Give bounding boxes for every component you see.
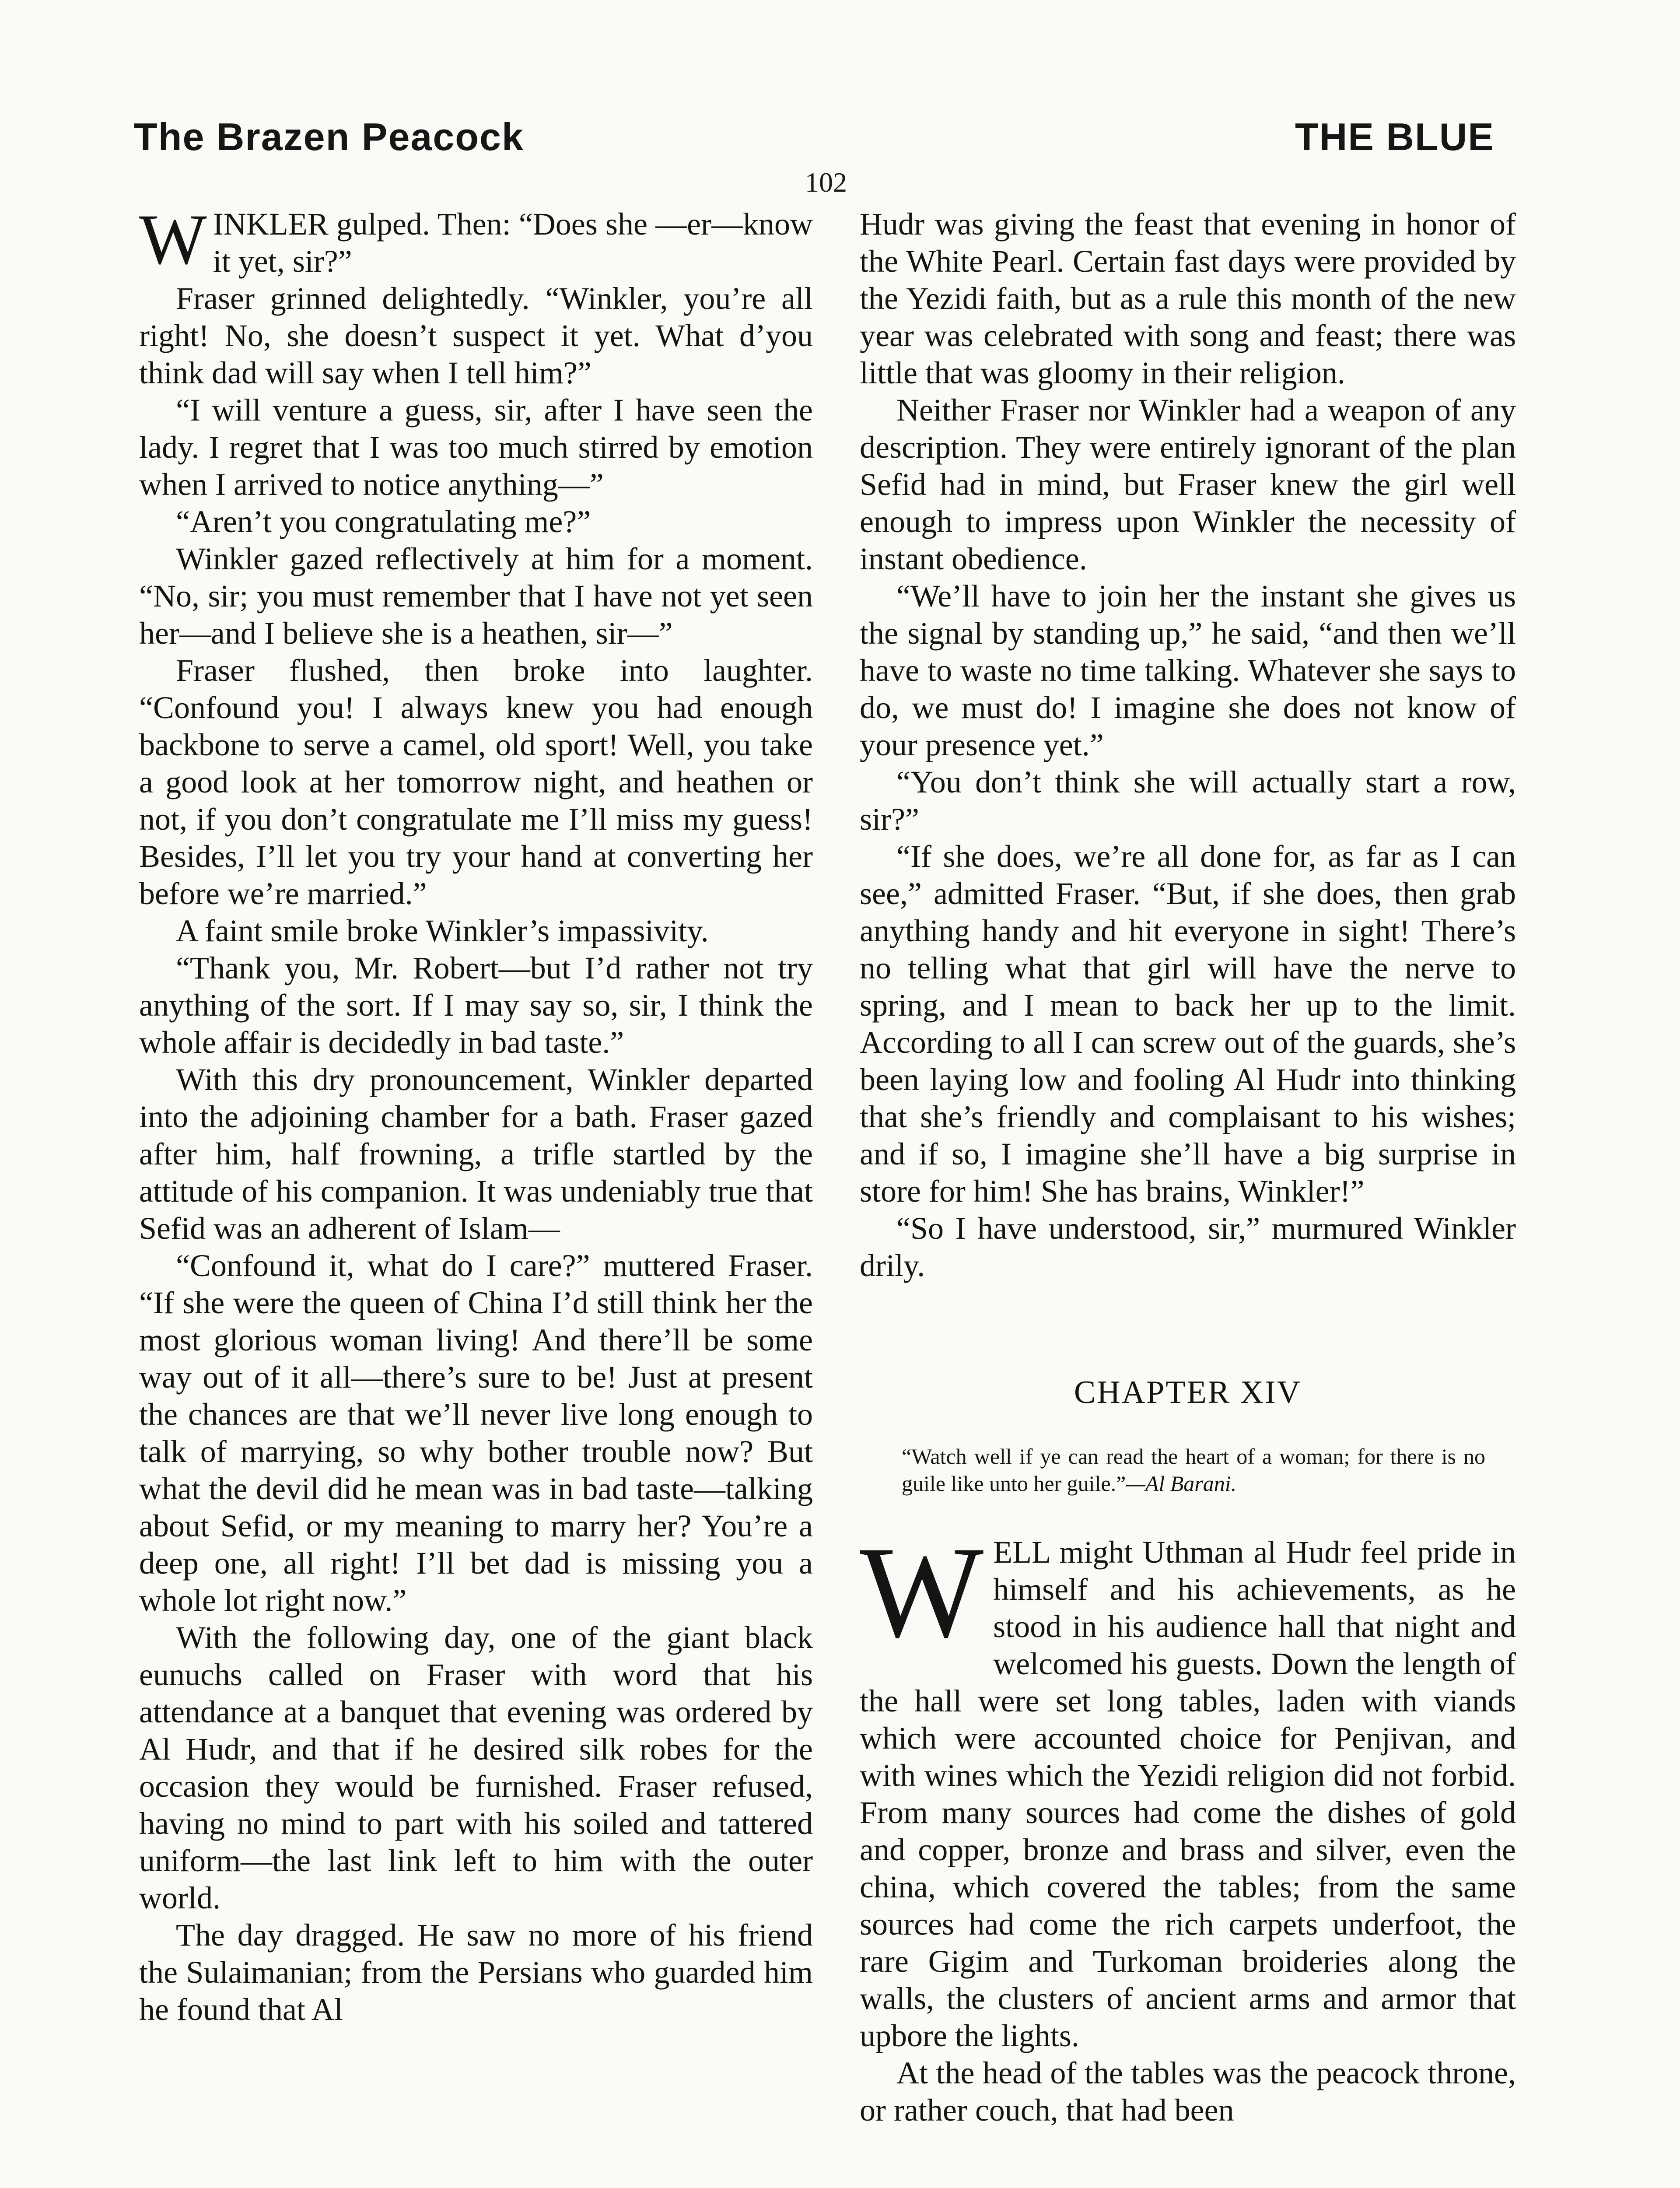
paragraph: “You don’t think she will actually start a row, sir?”: [860, 764, 1516, 837]
paragraph: “If she does, we’re all done for, as far as I can see,” admitted Fraser. “But, if she does, then grab anything handy and hit everyone in sight! There’s no telling what that girl will have the nerve to spring, and I mean to back her up to the limit. According to all I can screw out of the guards, she’s been laying low and fooling Al Hudr into thinking that she’s friendly and complaisant to his wishes; and if so, I imagine she’ll have a big surprise in store for him! She has brains, Winkler!”: [860, 839, 1516, 1209]
paragraph: Fraser grinned delightedly. “Winkler, you’re all right! No, she doesn’t suspect it yet. What d’you think dad will say when I tell him?”: [139, 281, 813, 390]
paragraph-text: INKLER gulped. Then: “Does she —er—know it yet, sir?”: [213, 207, 813, 279]
paragraph: Neither Fraser nor Winkler had a weapon of any description. They were entirely ignorant of the plan Sefid had in mind, but Fraser knew the girl well enough to impress upon Winkler the necessity of instant obedience.: [860, 393, 1516, 576]
page-number: 102: [805, 167, 847, 198]
paragraph: “So I have understood, sir,” murmured Winkler drily.: [860, 1211, 1516, 1283]
paragraph-text: ELL might Uthman al Hudr feel pride in himself and his achievements, as he stood in his audience hall that night and welcomed his guests. Down the length of the hall were set long tables, laden with viands which were accounted choice for Penjivan, and with wines which the Yezidi religion did not forbid. From many sources had come the dishes of gold and copper, bronze and brass and silver, even the china, which covered the tables; from the same sources had come the rich carpets underfoot, the rare Gigim and Turkoman broideries along the walls, the clusters of ancient arms and armor that upbore the lights.: [860, 1535, 1516, 2053]
paragraph: Fraser flushed, then broke into laughter. “Confound you! I always knew you had enough backbone to serve a camel, old sport! Well, you take a good look at her tomorrow night, and heathen or not, if you don’t congratulate me I’ll miss my guess! Besides, I’ll let you try your hand at converting her before we’re married.”: [139, 653, 813, 911]
drop-cap: W: [860, 1519, 984, 1665]
epigraph-author: —Al Barani.: [1126, 1471, 1237, 1496]
paragraph: With the following day, one of the giant black eunuchs called on Fraser with word that his attendance at a banquet that evening was ordered by Al Hudr, and that if he desired silk robes for the occasion they would be furnished. Fraser refused, having no mind to part with his soiled and tattered uniform—the last link left to him with the outer world.: [139, 1620, 813, 1915]
paragraph: Hudr was giving the feast that evening in honor of the White Pearl. Certain fast days were provided by the Yezidi faith, but as a rule this month of the new year was celebrated with song and feast; there was little that was gloomy in their religion.: [860, 207, 1516, 390]
left-column: [139, 200, 813, 2028]
epigraph-text: “Watch well if ye can read the heart of a woman; for there is no guile like unto her guile.”: [902, 1444, 1485, 1496]
paragraph: [139, 200, 813, 280]
right-column: [860, 206, 1516, 2129]
chapter-heading: CHAPTER XIV: [1074, 1375, 1302, 1410]
epigraph: [902, 1443, 1485, 1497]
paragraph: At the head of the tables was the peacock throne, or rather couch, that had been: [860, 2055, 1516, 2128]
paragraph: [860, 1519, 1516, 2055]
paragraph: “Aren’t you congratulating me?”: [176, 504, 591, 539]
story-title: The Brazen Peacock: [134, 115, 524, 158]
paragraph: “Thank you, Mr. Robert—but I’d rather not try anything of the sort. If I may say so, sir, I think the whole affair is decidedly in bad taste.”: [139, 950, 813, 1060]
paragraph: “We’ll have to join her the instant she gives us the signal by standing up,” he said, “and then we’ll have to waste no time talking. Whatever she says to do, we must do! I imagine she does not know of your presence yet.”: [860, 579, 1516, 762]
drop-cap: W: [139, 200, 207, 279]
paragraph: Winkler gazed reflectively at him for a moment. “No, sir; you must remember that I have not yet seen her—and I believe she is a heathen, sir—”: [139, 541, 813, 651]
paragraph: “Confound it, what do I care?” muttered Fraser. “If she were the queen of China I’d still think her the most glorious woman living! And there’ll be some way out of it all—there’s sure to be! Just at present the chances are that we’ll never live long enough to talk of marrying, so why bother trouble now? But what the devil did he mean was in bad taste—talking about Sefid, or my meaning to marry her? You’re a deep one, all right! I’ll bet dad is missing you a whole lot right now.”: [139, 1248, 813, 1618]
paragraph: A faint smile broke Winkler’s impassivity.: [176, 913, 709, 948]
paragraph: With this dry pronouncement, Winkler departed into the adjoining chamber for a bath. Fraser gazed after him, half frowning, a trifle startled by the attitude of his companion. It was undeniably true that Sefid was an adherent of Islam—: [139, 1062, 813, 1246]
paragraph: “I will venture a guess, sir, after I have seen the lady. I regret that I was too much stirred by emotion when I arrived to notice anything—”: [139, 393, 813, 502]
paragraph: The day dragged. He saw no more of his friend the Sulaimanian; from the Persians who guarded him he found that Al: [139, 1918, 813, 2027]
magazine-running-head: THE BLUE: [1295, 115, 1494, 158]
